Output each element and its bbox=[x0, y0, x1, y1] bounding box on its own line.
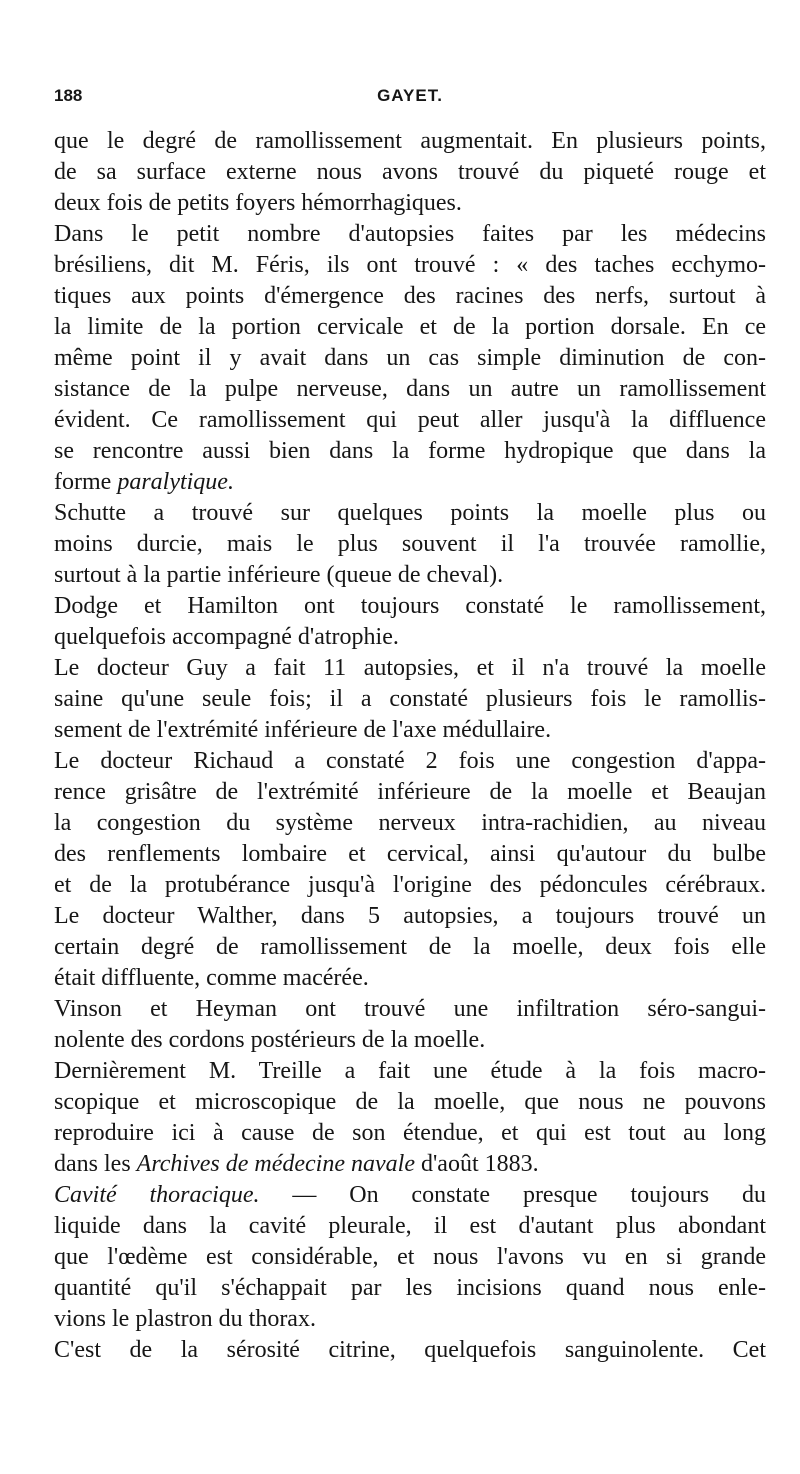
text-segment: que l'œdème est considérable, et nous l'avons vu en si grande bbox=[54, 1244, 766, 1270]
text-segment: Le docteur Guy a fait 11 autopsies, et il n'a trouvé la moelle bbox=[54, 655, 766, 681]
text-segment: saine qu'une seule fois; il a constaté plusieurs fois le ramollis- bbox=[54, 686, 766, 712]
text-segment: de sa surface externe nous avons trouvé du piqueté rouge et bbox=[54, 159, 766, 185]
text-line bbox=[54, 188, 766, 219]
text-segment: quelquefois accompagné d'atrophie. bbox=[54, 624, 399, 650]
italic-text: paralytique. bbox=[117, 469, 234, 495]
book-page bbox=[54, 86, 766, 1363]
text-segment: deux fois de petits foyers hémorrhagiques. bbox=[54, 190, 462, 216]
text-line bbox=[54, 157, 766, 188]
text-line bbox=[54, 560, 766, 591]
text-segment: que le degré de ramollissement augmentait. En plusieurs points, bbox=[54, 128, 766, 154]
text-segment: était diffluente, comme macérée. bbox=[54, 965, 369, 991]
text-line bbox=[54, 622, 766, 653]
text-segment: évident. Ce ramollissement qui peut aller jusqu'à la diffluence bbox=[54, 407, 766, 433]
text-segment: nolente des cordons postérieurs de la moelle. bbox=[54, 1027, 486, 1053]
text-line bbox=[54, 1180, 766, 1211]
text-segment: Dodge et Hamilton ont toujours constaté le ramollissement, bbox=[54, 593, 766, 619]
text-segment: Dernièrement M. Treille a fait une étude à la fois macro- bbox=[54, 1058, 766, 1084]
text-segment: la congestion du système nerveux intra-rachidien, au niveau bbox=[54, 810, 766, 836]
text-line bbox=[54, 498, 766, 529]
text-line bbox=[54, 839, 766, 870]
text-segment: sistance de la pulpe nerveuse, dans un autre un ramollissement bbox=[54, 376, 766, 402]
text-line bbox=[54, 963, 766, 994]
text-line bbox=[54, 777, 766, 808]
text-segment: C'est de la sérosité citrine, quelquefois sanguinolente. Cet bbox=[54, 1337, 766, 1363]
text-segment: Le docteur Walther, dans 5 autopsies, a toujours trouvé un bbox=[54, 903, 766, 929]
text-line bbox=[54, 126, 766, 157]
text-segment: des renflements lombaire et cervical, ainsi qu'autour du bulbe bbox=[54, 841, 766, 867]
text-line bbox=[54, 405, 766, 436]
text-segment: reproduire ici à cause de son étendue, et qui est tout au long bbox=[54, 1120, 766, 1146]
text-segment: certain degré de ramollissement de la moelle, deux fois elle bbox=[54, 934, 766, 960]
text-line bbox=[54, 1304, 766, 1335]
text-line bbox=[54, 250, 766, 281]
text-segment: vions le plastron du thorax. bbox=[54, 1306, 316, 1332]
text-line bbox=[54, 1056, 766, 1087]
text-line bbox=[54, 653, 766, 684]
text-line bbox=[54, 436, 766, 467]
text-segment: brésiliens, dit M. Féris, ils ont trouvé : « des taches ecchymo- bbox=[54, 252, 766, 278]
text-line bbox=[54, 684, 766, 715]
body-text bbox=[54, 126, 766, 1366]
text-line bbox=[54, 932, 766, 963]
text-segment: — On constate presque toujours du bbox=[259, 1182, 766, 1208]
text-line bbox=[54, 715, 766, 746]
text-line bbox=[54, 994, 766, 1025]
text-segment: moins durcie, mais le plus souvent il l'a trouvée ramollie, bbox=[54, 531, 766, 557]
page-header bbox=[54, 86, 766, 122]
text-line bbox=[54, 312, 766, 343]
text-line bbox=[54, 1211, 766, 1242]
text-segment: surtout à la partie inférieure (queue de cheval). bbox=[54, 562, 504, 588]
text-line bbox=[54, 1273, 766, 1304]
italic-text: Cavité thoracique. bbox=[54, 1182, 260, 1208]
text-segment: liquide dans la cavité pleurale, il est d'autant plus abondant bbox=[54, 1213, 766, 1239]
text-segment: rence grisâtre de l'extrémité inférieure de la moelle et Beaujan bbox=[54, 779, 766, 805]
text-segment: tiques aux points d'émergence des racines des nerfs, surtout à bbox=[54, 283, 766, 309]
text-line bbox=[54, 1118, 766, 1149]
text-line bbox=[54, 281, 766, 312]
text-line bbox=[54, 219, 766, 250]
text-segment: forme bbox=[54, 469, 118, 495]
text-segment: Le docteur Richaud a constaté 2 fois une congestion d'appa- bbox=[54, 748, 766, 774]
text-segment: quantité qu'il s'échappait par les incisions quand nous enle- bbox=[54, 1275, 766, 1301]
text-line bbox=[54, 529, 766, 560]
text-line bbox=[54, 870, 766, 901]
text-line bbox=[54, 374, 766, 405]
text-line bbox=[54, 343, 766, 374]
text-segment: et de la protubérance jusqu'à l'origine des pédoncules cérébraux. bbox=[54, 872, 766, 898]
text-line bbox=[54, 746, 766, 777]
text-segment: Vinson et Heyman ont trouvé une infiltration séro-sangui- bbox=[54, 996, 766, 1022]
text-line bbox=[54, 1149, 766, 1180]
text-line bbox=[54, 467, 766, 498]
text-line bbox=[54, 591, 766, 622]
text-line bbox=[54, 808, 766, 839]
running-head: GAYET. bbox=[377, 86, 443, 105]
page-number: 188 bbox=[54, 86, 83, 105]
text-segment: sement de l'extrémité inférieure de l'axe médullaire. bbox=[54, 717, 552, 743]
italic-text: Archives de médecine navale bbox=[136, 1151, 415, 1177]
text-segment: Dans le petit nombre d'autopsies faites par les médecins bbox=[54, 221, 766, 247]
text-segment: Schutte a trouvé sur quelques points la moelle plus ou bbox=[54, 500, 766, 526]
text-segment: d'août 1883. bbox=[414, 1151, 539, 1177]
text-segment: se rencontre aussi bien dans la forme hydropique que dans la bbox=[54, 438, 766, 464]
text-segment: scopique et microscopique de la moelle, que nous ne pouvons bbox=[54, 1089, 766, 1115]
text-segment: dans les bbox=[54, 1151, 137, 1177]
text-line bbox=[54, 1025, 766, 1056]
text-line bbox=[54, 1242, 766, 1273]
text-line bbox=[54, 1087, 766, 1118]
text-line bbox=[54, 901, 766, 932]
text-line bbox=[54, 1335, 766, 1366]
text-segment: la limite de la portion cervicale et de la portion dorsale. En ce bbox=[54, 314, 766, 340]
text-segment: même point il y avait dans un cas simple diminution de con- bbox=[54, 345, 766, 371]
